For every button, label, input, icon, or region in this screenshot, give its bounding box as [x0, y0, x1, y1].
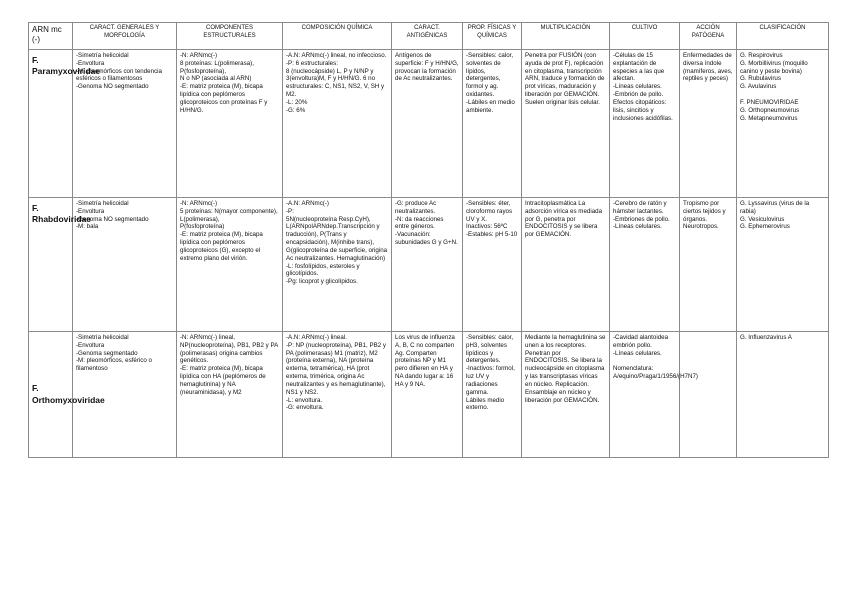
cell-line: Penetra por FUSIÓN (con ayuda de prot F), replicación en citoplasma, transcripción ARN, traduce y formación de prot víricas, maduración y liberación por GEMACIÓN. Suelen originar lisis celular. — [525, 52, 607, 106]
cell-line: -Líneas celulares. — [613, 83, 662, 91]
cell-line: -L: fosfolípidos, esteroles y glicolípidos. — [286, 262, 362, 278]
cell-line: -L: 20% — [286, 98, 308, 106]
header-classification: CLASIFICACIÓN — [737, 23, 829, 50]
cell-antigenic-characteristics — [392, 50, 463, 198]
cell-line: P(fosfoproteína), — [180, 67, 227, 75]
cell-line: Antígenos de superficie: F y H/HN/G, provocan la formación de Ac neutralizantes. — [395, 52, 461, 83]
cell-line: Efectos citopáticos: lisis, sincitios y inclusiones acidófilas. — [613, 98, 673, 122]
cell-pathogenic-action — [680, 50, 737, 198]
cell-line: G. Avulavirus — [740, 83, 777, 91]
cell-line: -E: matriz proteica (M), bicapa lipídica con peplómeros glicoproteicos con proteínas F y H/HN/G. — [180, 83, 270, 114]
cell-general-morphology — [73, 198, 177, 332]
cell-line: -Líneas celulares. — [613, 349, 662, 357]
cell-line: -P: 6 estructurales: — [286, 59, 338, 67]
cell-line: -M: bala — [76, 223, 99, 231]
cell-line: -N: da reacciones entre géneros. — [395, 215, 446, 231]
cell-line: -G: produce Ac neutralizantes. — [395, 200, 439, 215]
cell-line: Intracitoplasmática La adsorción vírica es mediada por G, penetra por ENDOCITOSIS y se libera por GEMACIÓN. — [525, 200, 604, 239]
cell-line: G. Morbillivirus (moquillo canino y peste bovina) — [740, 59, 810, 75]
cell-chemical-composition — [283, 332, 392, 458]
cell-structural-components — [177, 332, 283, 458]
cell-line: G. Respirovirus — [740, 52, 783, 59]
cell-structural-components — [177, 50, 283, 198]
cell-line: -Sensibles: calor, pH3, solventes lipídicos y detergentes. — [466, 334, 515, 365]
cell-line: -G: 6% — [286, 106, 306, 114]
header-structural-components: COMPONENTES ESTRUCTURALES — [177, 23, 283, 50]
cell-line: -Células de 15 explantación de especies a las que afectan. — [613, 52, 666, 83]
cell-line: -Sensibles: calor, solventes de lípidos, detergentes, formol y ag. oxidantes. — [466, 52, 515, 99]
cell-line: G. Orthopneumovirus — [740, 106, 800, 114]
header-chemical-composition: COMPOSICIÓN QUÍMICA — [283, 23, 392, 50]
cell-line: -Cavidad alantoidea embrión pollo. — [613, 334, 670, 349]
cell-line: G. Rubulavirus — [740, 75, 781, 83]
cell-line: 8 proteínas: L(polimerasa), — [180, 59, 254, 67]
cell-pathogenic-action — [680, 198, 737, 332]
cell-line — [683, 334, 733, 342]
cell-line: -P: — [286, 207, 294, 215]
cell-line: G. Ephemerovirus — [740, 223, 790, 231]
cell-line: G. Lyssavirus (virus de la rabia) — [740, 200, 811, 215]
header-antigenic-characteristics: CARACT. ANTIGÉNICAS — [392, 23, 463, 50]
cell-line: -Envoltura — [76, 59, 105, 67]
cell-multiplication — [522, 50, 610, 198]
cell-antigenic-characteristics — [392, 198, 463, 332]
cell-line: -Estables: pH 5-10 — [466, 231, 518, 239]
cell-physical-chemical-properties — [463, 198, 522, 332]
cell-physical-chemical-properties — [463, 332, 522, 458]
family-name: F. Rhabdoviridae — [29, 198, 73, 332]
cell-line: -G: envoltura. — [286, 404, 324, 412]
cell-line: G. Vesiculovirus — [740, 215, 785, 223]
cell-line: Los virus de influenza A, B, C no comparten Ag. Comparten proteínas NP y M1 pero difieren en HA y NA dando lugar a: 16 HA y 9 NA. — [395, 334, 457, 388]
cell-line: -N: ARNmc(-) lineal, NP(nucleoproteína), PB1, PB2 y PA (polimerasas) origina cambios genéticos. — [180, 334, 280, 365]
row-orthomyxoviridae — [29, 332, 829, 458]
cell-line: -Sensibles: éter, cloroformo rayos UV y X. — [466, 200, 514, 223]
header-pathogenic-action: ACCIÓN PATÓGENA — [680, 23, 737, 50]
virus-classification-table — [28, 22, 829, 458]
header-culture: CULTIVO — [610, 23, 680, 50]
cell-line: Tropismo por ciertos tejidos y órganos. Neurotropos. — [683, 200, 728, 231]
row-paramyxoviridae — [29, 50, 829, 198]
cell-line: N o NP (asociada al ARN) — [180, 75, 252, 83]
cell-multiplication — [522, 332, 610, 458]
cell-line: -Líneas celulares. — [613, 223, 662, 231]
cell-line: -E: matriz proteica (M), bicapa lipídica con HA (peplómeros de hemaglutinina) y NA (neuraminidasa), y M2 — [180, 365, 268, 396]
cell-line: -Inactivos: formol, luz UV y radiaciones gamma. — [466, 365, 517, 396]
cell-line: -A.N: ARNmc(-) lineal, no infeccioso. — [286, 52, 387, 59]
cell-line: -M: pleomórficos, esférico o filamentoso — [76, 357, 154, 373]
cell-line: Inactivos: 56ºC — [466, 223, 508, 231]
cell-line: P(fosfoproteína) — [180, 223, 225, 231]
cell-line: Lábiles medio externo. — [466, 396, 506, 412]
cell-line: G. Metapneumovirus — [740, 114, 798, 122]
cell-line: -Simetría helicoidal — [76, 200, 129, 207]
cell-line: F. PNEUMOVIRIDAE — [740, 98, 799, 106]
cell-culture — [610, 198, 680, 332]
cell-line: Nomenclatura: A/equino/Praga/1/1956/(H7N7) — [613, 365, 698, 381]
header-family: ARN mc (-) — [29, 23, 73, 50]
cell-line: -Envoltura — [76, 207, 105, 215]
cell-antigenic-characteristics — [392, 332, 463, 458]
cell-classification — [737, 198, 829, 332]
cell-line: -Pg: licoprot y glicolípidos. — [286, 278, 358, 286]
cell-line: -A.N: ARNmc(-) lineal. — [286, 334, 347, 341]
cell-structural-components — [177, 198, 283, 332]
cell-line: -Genoma NO segmentado — [76, 215, 149, 223]
cell-line: G. Influenzavirus A — [740, 334, 792, 341]
header-multiplication: MULTIPLICACIÓN — [522, 23, 610, 50]
header-physical-chemical-properties: PROP. FÍSICAS Y QUÍMICAS — [463, 23, 522, 50]
cell-line: -N: ARNmc(-) — [180, 52, 218, 59]
cell-line: -M: pleomórficos con tendencia esféricos o filamentosos — [76, 67, 164, 83]
cell-line: -Genoma NO segmentado — [76, 83, 149, 91]
cell-line: -Embriones de pollo. — [613, 215, 670, 223]
cell-line — [613, 357, 676, 365]
cell-line: -Envoltura — [76, 341, 105, 349]
cell-line: -A.N: ARNmc(-) — [286, 200, 329, 207]
cell-line — [740, 91, 825, 99]
cell-culture — [610, 50, 680, 198]
cell-line: Enfermedades de diversa índole (mamíferos, aves, reptiles y peces) — [683, 52, 735, 83]
row-rhabdoviridae — [29, 198, 829, 332]
cell-classification — [737, 50, 829, 198]
cell-line: -P: NP (nucleoproteína), PB1, PB2 y PA (polimerasas) M1 (matriz), M2 (proteína externa), NA (proteína externa, tetramérica), HA (prot externa, trimérica, origina Ac neutralizantes y es hemaglutinante), NS1 y NS2. — [286, 341, 388, 396]
cell-general-morphology — [73, 50, 177, 198]
cell-pathogenic-action — [680, 332, 737, 458]
family-name: F. Orthomyxoviridae — [29, 332, 73, 458]
cell-culture — [610, 332, 698, 458]
cell-classification — [737, 332, 829, 458]
family-name: F. Paramyxoviridae — [29, 50, 73, 198]
cell-line: -L: envoltura. — [286, 396, 323, 404]
cell-line: -Lábiles en medio ambiente. — [466, 98, 517, 114]
cell-line: -Genoma segmentado — [76, 349, 138, 357]
cell-line: -E: matriz proteica (M), bicapa lipídica con peplómeros glicoproteicos (G), excepto el extremo plano del virión. — [180, 231, 265, 262]
cell-chemical-composition — [283, 198, 392, 332]
cell-line: 5N(nucleoproteína Resp.CyH), L(ARNpolARNdep.Transcripción y traducción), P(Trans y encapsidación), M(inhibe trans), G(glicoproteína de superficie, origina Ac neutralizantes. Hemaglutinación) — [286, 215, 389, 262]
cell-line: -Simetría helicoidal — [76, 334, 129, 341]
cell-chemical-composition — [283, 50, 392, 198]
cell-line: 5 proteínas: N(mayor componente), L(polimerasa), — [180, 207, 280, 223]
cell-line: -Vacunación: subunidades G y G+N. — [395, 231, 458, 247]
cell-line: -Simetría helicoidal — [76, 52, 129, 59]
cell-line: -Embrión de pollo. — [613, 91, 664, 99]
cell-line: 8 (nucleocápside) L, P y N/NP y 3(envoltura)M, F y H/HN/G. 6 no estructurales: C, NS1, NS2, V, SH y M2. — [286, 67, 386, 99]
cell-line: -N: ARNmc(-) — [180, 200, 218, 207]
cell-line: Mediante la hemaglutinina se unen a los receptores. Penetran por ENDOCITOSIS. Se libera la nucleocápside en citoplasma y las transcriptasas víricas en núcleo. Replicación. Ensamblaje en núcleo y liberación por GEMACIÓN. — [525, 334, 608, 404]
cell-multiplication — [522, 198, 610, 332]
header-general-morphology: CARACT. GENERALES Y MORFOLOGÍA — [73, 23, 177, 50]
cell-line: -Cerebro de ratón y hámster lactantes. — [613, 200, 669, 215]
cell-physical-chemical-properties — [463, 50, 522, 198]
header-row — [29, 23, 829, 50]
